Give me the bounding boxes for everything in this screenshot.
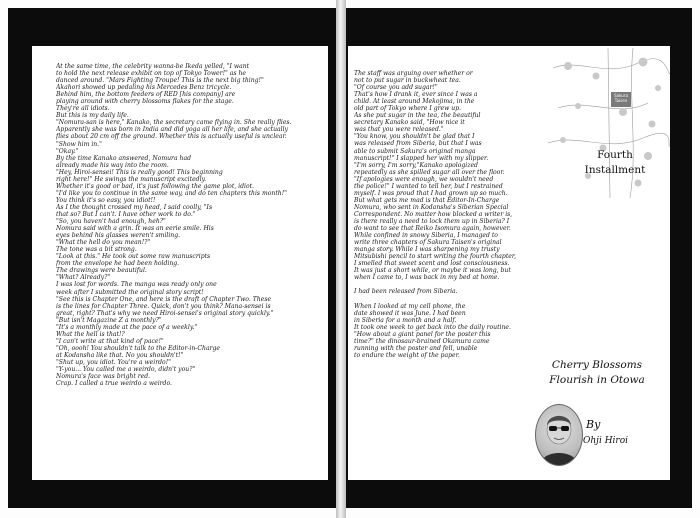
left-text-line: Apparently she was born in India and did yoga all her life, and she actually	[56, 126, 289, 134]
left-text-line: What the hell is that!?	[56, 330, 125, 338]
left-text-line: "I can't write at that kind of pace!"	[56, 337, 164, 345]
left-text-line: flies about 20 cm off the ground. Whether this is actually useful is unclear.	[56, 133, 287, 141]
right-text-line: manuscript!" I slapped her with my slipper.	[354, 154, 489, 162]
right-text-line: It was just a short while, or maybe it was long, but	[354, 267, 511, 275]
left-text-line: already made his way into the room.	[56, 161, 169, 169]
right-text-line: running with the poster and fell, unable	[354, 344, 478, 352]
left-text-line: But this is my daily life.	[56, 112, 129, 120]
right-text-line: "I'm sorry, I'm sorry,"Kanako apologized	[354, 161, 478, 169]
left-text-line: Behind him, the bottom feeders of RED [his company] are	[56, 91, 236, 99]
left-text-line: They're all idiots.	[56, 105, 110, 113]
right-text-line: time?" the dinosaur-brained Okamura came	[354, 337, 490, 345]
left-text-line: eyes behind his glasses weren't smiling.	[56, 232, 181, 240]
right-text-line: While confined in snowy Siberia, I managed to	[354, 232, 498, 240]
left-text-line: "Look at this." He took out some raw manuscripts	[56, 253, 211, 261]
right-text-line: date showed it was June. I had been	[354, 309, 466, 317]
left-text-line: Nomura said with a grin. It was an eerie smile. His	[56, 225, 214, 233]
right-text-line: is there really a need to lock them up in Siberia? I	[354, 217, 510, 225]
left-text-line: "Y-you... You called me a weirdo, didn't you?"	[56, 366, 196, 374]
left-text-line: "Oh, oooh! You shouldn't talk to the Editor-in-Charge	[56, 344, 221, 352]
series-tag-line1: Sakura	[614, 93, 628, 98]
book-gutter	[336, 0, 346, 518]
left-text-line: The drawings were beautiful.	[56, 267, 147, 275]
right-text-line: The staff was arguing over whether or	[354, 70, 473, 77]
left-text-line: "Hey, Hiroi-sensei! This is really good! This beginning	[56, 168, 223, 176]
right-text-line	[354, 281, 540, 288]
right-text-line: Nomura, who sent in Kodansha's Siberian Special	[354, 203, 509, 211]
left-text-line: to hold the next release exhibit on top of Tokyo Tower!" as he	[56, 70, 246, 78]
right-text-line: But what gets me mad is that Editor-In-Charge	[354, 196, 500, 204]
left-text-line: By the time Kanako answered, Nomura had	[56, 154, 191, 162]
right-text-line: write three chapters of Sakura Taisen's original	[354, 239, 502, 247]
series-tag-line2: Taisen	[614, 98, 628, 103]
right-text-line: "If apologies were enough, we wouldn't need	[354, 175, 494, 183]
left-text-line: "But isn't Magazine Z a monthly?"	[56, 316, 162, 324]
left-text-line: I was lost for words. The manga was ready only one	[56, 281, 217, 289]
byline-label: By	[586, 418, 601, 431]
series-tag	[611, 92, 631, 107]
right-text-line: I smelled that sweet scent and lost consciousness.	[354, 260, 510, 268]
left-text-line: Nomura's face was bright red.	[56, 373, 151, 381]
right-text-line: repeatedly as she spilled sugar all over the floor.	[354, 168, 505, 176]
right-text-line: to endure the weight of the paper.	[354, 351, 460, 359]
left-text-line: The tone was a bit strong.	[56, 246, 137, 254]
left-text-line: "I'd like you to continue in the same way, and do ten chapters this month!"	[56, 189, 287, 197]
left-text-line: danced around. "Mars Fighting Troupe! This is the next big thing!"	[56, 77, 264, 85]
story-title-line2: Flourish in Otowa	[549, 374, 645, 386]
right-page-text	[354, 70, 540, 359]
left-text-line: "Show him in."	[56, 140, 102, 148]
left-text-line: Whether it's good or bad, it's just following the game plot, idiot.	[56, 182, 255, 190]
right-text-line: manga story. While I was sharpening my trusty	[354, 246, 500, 254]
left-text-line: "It's a monthly made at the pace of a weekly."	[56, 323, 198, 331]
right-text-line: secretary Kanako said, "How nice it	[354, 119, 465, 127]
left-text-line: You think it's so easy, you idiot!!	[56, 196, 156, 204]
right-text-line: was released from Siberia, but that I was	[354, 140, 482, 148]
right-text-line: the police!" I wanted to tell her, but I restrained	[354, 182, 503, 190]
left-text-line: "Shut up, you idiot. You're a weirdo!"	[56, 358, 171, 366]
right-text-line: "How about a giant panel for the poster this	[354, 330, 491, 338]
left-text-line: "Nomura-san is here," Kanako, the secretary came flying in. She really flies.	[56, 119, 292, 127]
left-text-line: As I the thought crossed my head, I said coolly, "Is	[56, 203, 213, 211]
author-photo	[535, 404, 583, 466]
installment-heading	[560, 148, 670, 178]
left-text-line: "What the hell do you mean!?"	[56, 239, 151, 247]
left-text-line: right here!" He swings the manuscript excitedly.	[56, 175, 207, 183]
installment-label: Installment	[584, 164, 646, 176]
right-text-line: "You know, you shouldn't be glad that I	[354, 133, 475, 141]
right-text-line: That's how I drank it, ever since I was a	[354, 91, 478, 99]
right-text-line: was that you were released."	[354, 126, 444, 134]
right-text-line: Mitsubishi pencil to start writing the fourth chapter,	[354, 253, 517, 261]
story-title	[528, 358, 666, 388]
left-text-line: from the envelope he had been holding.	[56, 260, 180, 268]
right-text-line: As she put sugar in the tea, the beautiful	[354, 112, 481, 120]
story-title-line1: Cherry Blossoms	[551, 359, 643, 371]
left-text-line: "Okay."	[56, 147, 79, 155]
right-text-line: Correspondent. No matter how blocked a writer is,	[354, 210, 513, 218]
left-page-text	[56, 63, 326, 387]
author-name: Ohji Hiroi	[583, 436, 629, 446]
left-text-line: great, right? That's why we need Hiroi-sensei's original story quickly."	[56, 309, 274, 317]
right-text-line: "Of course you add sugar!"	[354, 84, 438, 92]
left-text-line: week after I submitted the original story script!	[56, 288, 204, 296]
right-text-line: I had been released from Siberia.	[354, 288, 458, 296]
left-text-line: "What? Already?"	[56, 274, 111, 282]
right-text-line: when I came to, I was back in my bed at home.	[354, 274, 500, 282]
left-text-line: is the lines for Chapter Three. Quick, don't you think? Mana-sensei is	[56, 302, 271, 310]
right-text-line	[354, 296, 540, 303]
right-text-line: When I looked at my cell phone, the	[354, 302, 466, 310]
right-text-line: able to submit Sakura's original manga	[354, 147, 476, 155]
left-text-line: "See this is Chapter One, and here is the draft of Chapter Two. These	[56, 295, 272, 303]
right-text-line: old part of Tokyo where I grew up.	[354, 105, 462, 113]
right-text-line: do want to see that Reiko Isomura again, however.	[354, 225, 511, 233]
right-text-line: not to put sugar in buckwheat tea.	[354, 77, 461, 85]
left-text-line: Crap. I called a true weirdo a weirdo.	[56, 380, 172, 388]
right-text-line: myself. I was proud that I had grown up so much.	[354, 189, 508, 197]
right-text-line: child. At least around Mekojima, in the	[354, 98, 475, 106]
left-text-line: "So, you haven't had enough, heh?"	[56, 218, 166, 226]
left-text-line: Akahori showed up pedaling his Mercedes Benz tricycle.	[56, 84, 232, 92]
left-text-line: playing around with cherry blossoms flakes for the stage.	[56, 98, 234, 106]
left-text-line: that so? But I can't. I have other work to do."	[56, 210, 196, 218]
left-text-line: at Kodansha like that. No you shouldn't!"	[56, 351, 184, 359]
right-text-line: It took one week to get back into the daily routine.	[354, 323, 511, 331]
left-text-line: At the same time, the celebrity wanna-be Ikeda yelled, "I want	[56, 63, 250, 70]
right-text-line: in Siberia for a month and a half.	[354, 316, 457, 324]
installment-number: Fourth	[597, 149, 633, 161]
